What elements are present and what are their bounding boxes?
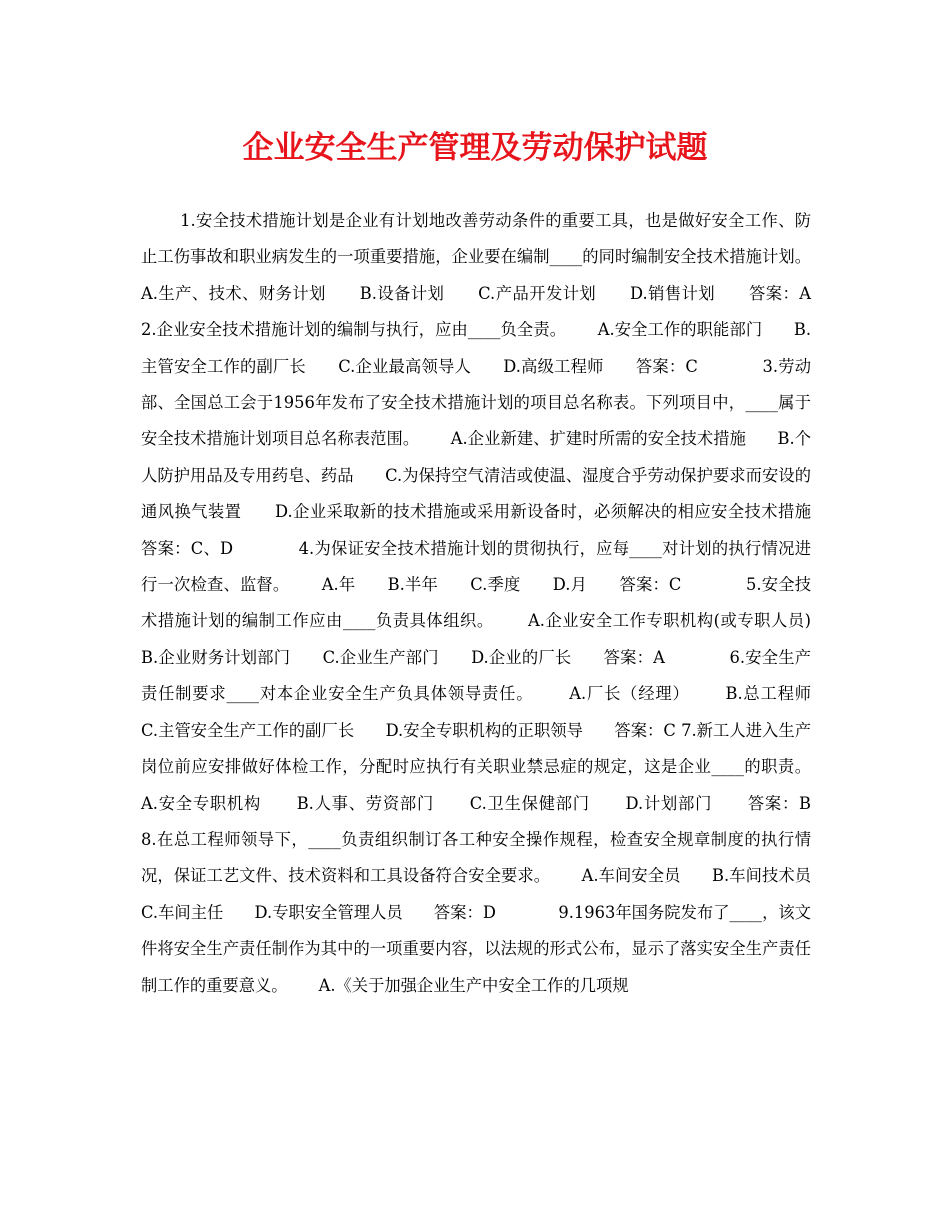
question-body-text: 1.安全技术措施计划是企业有计划地改善劳动条件的重要工具，也是做好安全工作、防止工伤事故和职业病发生的一项重要措施，企业要在编制____的同时编制安全技术措施计划。 A.生产、技术、财务计划 B.设备计划 C.产品开发计划 D.销售计划 答案：A 2.企业安全技术措施计划的编制与执行，应由____负全责。 A.安全工作的职能部门 B.主管安全工作的副厂长 C.企业最高领导人 D.高级工程师 答案：C 3.劳动部、全国总工会于1956年发布了安全技术措施计划的项目总名称表。下列项目中，____属于安全技术措施计划项目总名称表范围。 A.企业新建、扩建时所需的安全技术措施 B.个人防护用品及专用药皂、药品 C.为保持空气清洁或使温、湿度合乎劳动保护要求而安设的通风换气装置 D.企业采取新的技术措施或采用新设备时，必须解决的相应安全技术措施 答案：C、D 4.为保证安全技术措施计划的贯彻执行，应每____对计划的执行情况进行一次检查、监督。 A.年 B.半年 C.季度 D.月 答案：C 5.安全技术措施计划的编制工作应由____负责具体组织。 A.企业安全工作专职机构(或专职人员) B.企业财务计划部门 C.企业生产部门 D.企业的厂长 答案：A 6.安全生产责任制要求____对本企业安全生产负具体领导责任。 A.厂长（经理） B.总工程师 C.主管安全生产工作的副厂长 D.安全专职机构的正职领导 答案：C 7.新工人进入生产岗位前应安排做好体检工作，分配时应执行有关职业禁忌症的规定，这是企业____的职责。 A.安全专职机构 B.人事、劳资部门 C.卫生保健部门 D.计划部门 答案：B 8.在总工程师领导下，____负责组织制订各工种安全操作规程，检查安全规章制度的执行情况，保证工艺文件、技术资料和工具设备符合安全要求。 A.车间安全员 B.车间技术员 C.车间主任 D.专职安全管理人员 答案：D 9.1963年国务院发布了____，该文件将安全生产责任制作为其中的一项重要内容，以法规的形式公布，显示了落实安全生产责任制工作的重要意义。 A.《关于加强企业生产中安全工作的几项规 bbox=[141, 211, 874, 995]
page-title: 企业安全生产管理及劳动保护试题 bbox=[242, 130, 708, 166]
